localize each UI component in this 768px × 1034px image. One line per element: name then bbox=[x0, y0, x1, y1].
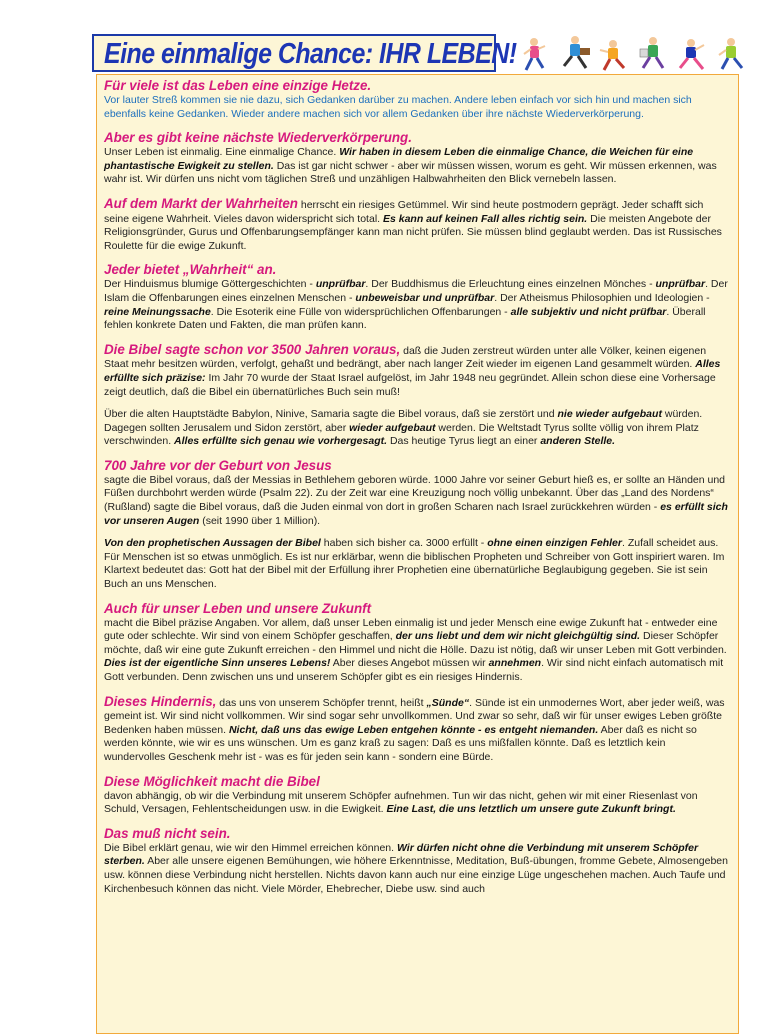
text-run: haben sich bisher ca. 3000 erfüllt - bbox=[320, 537, 488, 550]
text-run: . Der Islam die Offenbarungen eines einzelnen Menschen - bbox=[104, 278, 728, 304]
text-run: davon abhängig, ob wir die Verbindung mit unserem Schöpfer aufnehmen. Tun wir das nicht, gehen wir mit einer Riesenlast von Schuld, Versagen, Fehlentscheidungen usw. in die Ewigkeit. bbox=[104, 789, 698, 816]
text-run: Der Hinduismus blumige Göttergeschichten - bbox=[104, 278, 316, 291]
section-heading: Dieses Hindernis, bbox=[104, 693, 217, 709]
text-run: Aber alle unsere eigenen Bemühungen, wie höhere Erkenntnisse, Meditation, Buß-übungen, fromme Gebete, Almosengeben usw. können diese Verbindung nicht herstellen. Nichts davon kann auch nur eine einzige Lüge ungeschehen machen. Auch Taufe und Kirchenbesuch können das nicht. Viele Mörder, Ehebrecher, Diebe usw. sind auch bbox=[104, 855, 728, 895]
runner-icon bbox=[564, 36, 590, 68]
emphasis: Alles erfüllte sich genau wie vorhergesagt. bbox=[174, 435, 388, 448]
text-run: . Zufall scheidet aus. Für Menschen ist so etwas unmöglich. Es ist nur erklärbar, wenn die biblischen Propheten und Schreiber von Gott inspiriert waren. Im Klartext bedeutet das: Gott hat der Bibel mit der Erfüllung ihrer Prophetien eine übernatürliche Beglaubigung gegeben. Sie ist sein Buch an uns Menschen. bbox=[104, 537, 725, 591]
text-run: Das heutige Tyrus liegt an einer bbox=[387, 435, 541, 448]
text-run: Die meisten Angebote der Religionsgründer, Gurus und Offenbarungsempfänger kann man nicht prüfen. Sie müssen blind geglaubt werden. Das ist Russisches Roulette für die ewige Zukunft. bbox=[104, 212, 722, 252]
text-run: . Wir sind nicht einfach automatisch mit Gott verbunden. Denn zwischen uns und unserem Schöpfer gibt es ein riesiges Hindernis. bbox=[104, 657, 724, 683]
runner-icon bbox=[640, 37, 663, 68]
section-heading: Diese Möglichkeit macht die Bibel bbox=[104, 773, 320, 789]
section-text bbox=[104, 146, 728, 187]
text-run: Das ist gar nicht schwer - aber wir müssen wissen, worum es geht. Wir müssen erkennen, was wahr ist. Wir dürfen uns nicht vom täglichen Streß und unzähligen Halbwahrheiten den Blick vernebeln lassen. bbox=[104, 159, 717, 186]
emphasis: es erfüllt sich vor unseren Augen bbox=[104, 501, 728, 527]
emphasis: unprüfbar bbox=[315, 278, 366, 291]
text-run: Aber daß es nicht so werden könnte, wie wir es uns wünschen. Um es ganz kraß zu sagen: Daß es uns mißfallen könnte. Daß es letztlich kein wundervolles Geschenk mehr ist - was es für jeden sein kann - sondern eine Bürde. bbox=[104, 723, 697, 763]
section-hetze bbox=[104, 78, 728, 121]
section-text bbox=[104, 278, 728, 332]
emphasis: Nicht, daß uns das ewige Leben entgehen könnte - es entgeht niemanden. bbox=[228, 723, 599, 736]
section-hauptstaedte bbox=[104, 408, 728, 449]
text-run: herrscht ein riesiges Getümmel. Wir sind heute postmodern geprägt. Jeder schafft sich seine eigene Wahrheit. Vieles davon widerspricht sich total. bbox=[104, 198, 704, 225]
intro-text: Vor lauter Streß kommen sie nie dazu, sich Gedanken darüber zu machen. Andere leben einfach vor sich hin und machen sich ebenfalls keine Gedanken. Wieder andere machen sich vor allem Gedanken über ihre nächste Wiederverkörperung. bbox=[104, 94, 692, 120]
emphasis: „Sünde“ bbox=[426, 696, 470, 709]
text-run: Aber dieses Angebot müssen wir bbox=[330, 657, 489, 670]
emphasis: alle subjektiv und nicht prüfbar bbox=[510, 305, 667, 318]
section-text bbox=[104, 408, 728, 449]
emphasis: nie wieder aufgebaut bbox=[557, 408, 662, 421]
article-body bbox=[104, 78, 728, 905]
text-run: (seit 1990 über 1 Million). bbox=[199, 514, 321, 527]
section-heading: Die Bibel sagte schon vor 3500 Jahren voraus, bbox=[104, 341, 401, 357]
runner-icon bbox=[680, 39, 704, 69]
text-run: Im Jahr 70 wurde der Staat Israel aufgelöst, im Jahr 1948 neu gegründet. Allein schon diese eine Vorhersage zeigt deutlich, daß die Bibel ein übernatürliches Buch sein muß! bbox=[104, 371, 716, 398]
section-text bbox=[104, 342, 728, 399]
text-run: Die Bibel erklärt genau, wie wir den Himmel erreichen können. bbox=[104, 841, 397, 854]
emphasis: anderen Stelle. bbox=[540, 435, 616, 448]
runner-icon bbox=[719, 38, 742, 69]
emphasis: Wir haben in diesem Leben die einmalige Chance, die Weichen für eine phantastische Ewigkeit zu stellen. bbox=[104, 146, 694, 172]
emphasis: unbeweisbar und unprüfbar bbox=[355, 291, 495, 304]
section-moeglichkeit bbox=[104, 774, 728, 817]
section-text bbox=[104, 537, 728, 591]
section-leben-zukunft bbox=[104, 601, 728, 685]
text-run: macht die Bibel präzise Angaben. Vor allem, daß unser Leben einmalig ist und jeder Mensch eine ewige Zukunft hat - entweder eine gute oder schlechte. Wir sind von einem Schöpfer geschaffen, bbox=[104, 616, 718, 643]
text-run: . Sünde ist ein unmodernes Wort, aber jeder weiß, was gemeint ist. Wir sind nicht vollkommen. Wir sind sogar sehr unvollkommen. Und zwar so sehr, daß wir für unser ewiges Leben größte Bedenken haben müssen. bbox=[104, 696, 725, 736]
page-title: Eine einmalige Chance: IHR LEBEN! bbox=[104, 38, 517, 70]
emphasis: Alles erfüllte sich präzise: bbox=[104, 358, 721, 384]
section-wiederverkoerperung bbox=[104, 130, 728, 187]
section-heading: Aber es gibt keine nächste Wiederverkörperung. bbox=[104, 130, 412, 146]
section-heading: 700 Jahre vor der Geburt von Jesus bbox=[104, 457, 332, 473]
section-hindernis bbox=[104, 694, 728, 765]
emphasis: Eine Last, die uns letztlich um unsere gute Zukunft bringt. bbox=[386, 803, 676, 816]
section-heading: Auf dem Markt der Wahrheiten bbox=[104, 195, 298, 211]
runner-icon bbox=[600, 40, 624, 70]
emphasis: der uns liebt und dem wir nicht gleichgültig sind. bbox=[395, 630, 641, 643]
emphasis: annehmen bbox=[488, 657, 542, 670]
section-text bbox=[104, 790, 728, 817]
section-heading: Für viele ist das Leben eine einzige Hetze. bbox=[104, 78, 372, 93]
emphasis: Wir dürfen nicht ohne die Verbindung mit unserem Schöpfer sterben. bbox=[104, 841, 699, 868]
emphasis: wieder aufgebaut bbox=[349, 421, 436, 434]
emphasis: unprüfbar bbox=[655, 278, 706, 291]
text-run: werden. Die Weltstadt Tyrus sollte völlig von ihrem Platz verschwinden. bbox=[104, 421, 699, 448]
section-prophetische-aussagen bbox=[104, 537, 728, 591]
section-text bbox=[104, 196, 728, 253]
text-run: Dieser Schöpfer möchte, daß wir eine gute Zukunft erreichen - den Himmel und nicht die Hölle. Dazu ist nötig, daß wir unser Leben mit Gott verbinden. bbox=[104, 630, 727, 656]
text-run: . Die Esoterik eine Fülle von widersprüchlichen Offenbarungen - bbox=[210, 305, 511, 318]
section-wahrheit bbox=[104, 262, 728, 332]
section-heading: Jeder bietet „Wahrheit“ an. bbox=[104, 262, 277, 278]
text-run: sagte die Bibel voraus, daß der Messias in Bethlehem geboren würde. 1000 Jahre vor seiner Geburt hieß es, er sollte an Händen und Füßen durchbohrt werden würde (Psalm 22). Zu der Zeit war eine Kreuzigung noch völlig unbekannt. Über das „Land des Nordens“ (Rußland) sagte die Bibel voraus, daß die Juden einmal von dort in großen Scharen nach Israel zurückkehren würden - bbox=[104, 473, 726, 514]
emphasis: Dies ist der eigentliche Sinn unseres Lebens! bbox=[104, 657, 331, 670]
text-run: das uns von unserem Schöpfer trennt, heißt bbox=[216, 696, 427, 709]
section-text bbox=[104, 617, 728, 685]
section-700-jahre bbox=[104, 458, 728, 528]
title-box bbox=[92, 34, 517, 72]
text-run: Unser Leben ist einmalig. Eine einmalige Chance. bbox=[104, 146, 340, 159]
section-markt bbox=[104, 196, 728, 253]
text-run: daß die Juden zerstreut würden unter alle Völker, keinen eigenen Staat mehr besitzen würden, verfolgt, gehaßt und bedrängt, aber nach langer Zeit wieder im eigenen Land gesammelt würden. bbox=[104, 344, 707, 371]
section-heading: Auch für unser Leben und unsere Zukunft bbox=[104, 600, 372, 616]
text-run: . Der Atheismus Philosophien und Ideologien - bbox=[494, 291, 710, 304]
text-run: . Überall fehlen konkrete Daten und Fakten, die man prüfen kann. bbox=[104, 305, 706, 332]
text-run: Über die alten Hauptstädte Babylon, Ninive, Samaria sagte die Bibel voraus, daß sie zerstört und bbox=[104, 408, 558, 421]
section-text bbox=[104, 694, 728, 765]
text-run: würden. Dagegen sollten Jerusalem und Sidon zerstört, aber bbox=[104, 408, 703, 434]
emphasis: reine Meinungssache bbox=[104, 305, 211, 318]
section-text bbox=[104, 842, 728, 896]
runner-icon bbox=[524, 38, 545, 70]
section-bibel-voraus bbox=[104, 342, 728, 399]
emphasis: Von den prophetischen Aussagen der Bibel bbox=[104, 537, 321, 550]
runners-illustration bbox=[512, 34, 764, 76]
section-text bbox=[104, 474, 728, 528]
emphasis: Es kann auf keinen Fall alles richtig sein. bbox=[382, 212, 588, 225]
emphasis: ohne einen einzigen Fehler bbox=[487, 537, 622, 550]
section-muss-nicht-sein bbox=[104, 826, 728, 896]
text-run: . Der Buddhismus die Erleuchtung eines einzelnen Mönches - bbox=[365, 278, 656, 291]
section-heading: Das muß nicht sein. bbox=[104, 825, 231, 841]
